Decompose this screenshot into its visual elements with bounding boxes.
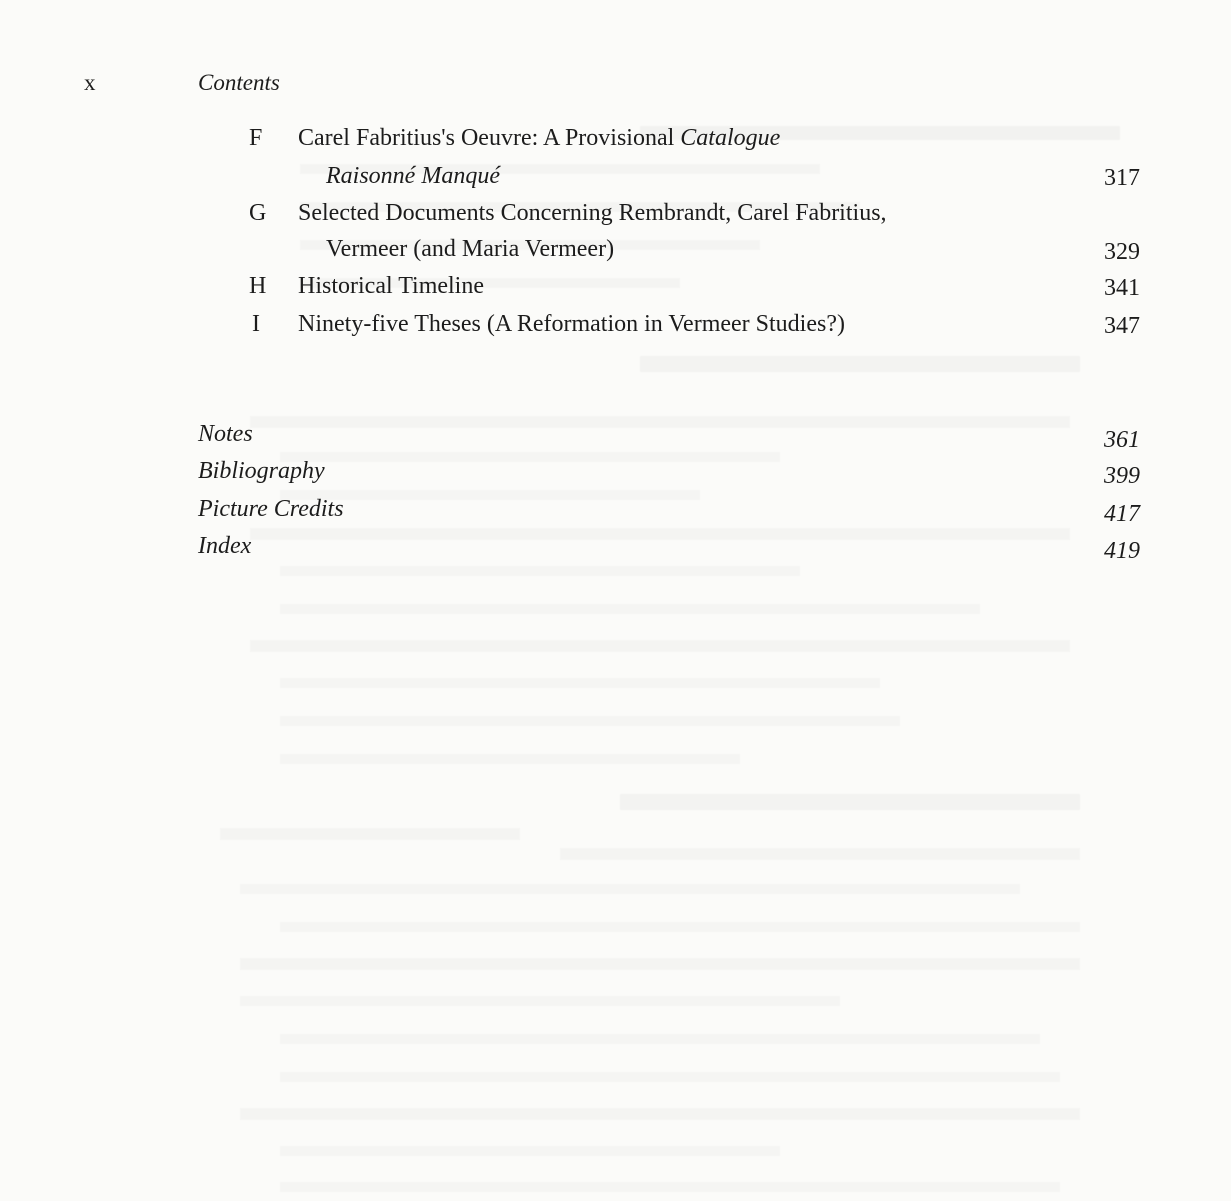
appendix-g-page: 329	[1104, 239, 1140, 265]
appendix-letter-i: I	[252, 311, 260, 337]
appendix-f-title-line2: Raisonné Manqué	[326, 163, 500, 189]
page-folio: x	[84, 70, 96, 95]
appendix-h-page: 341	[1104, 275, 1140, 301]
appendix-f-title-line1	[298, 124, 780, 152]
appendix-f-title-prefix: Carel Fabritius's Oeuvre: A Provisional	[298, 125, 681, 151]
appendix-i-title: Ninety-five Theses (A Reformation in Vermeer Studies?)	[298, 311, 845, 337]
appendix-letter-h: H	[249, 273, 267, 299]
back-matter-notes: Notes	[198, 421, 253, 447]
appendix-g-title-line1: Selected Documents Concerning Rembrandt, Carel Fabritius,	[298, 200, 887, 226]
appendix-h-title: Historical Timeline	[298, 273, 484, 299]
back-matter-notes-page: 361	[1104, 427, 1140, 453]
back-matter-index: Index	[198, 533, 252, 559]
appendix-f-page: 317	[1104, 165, 1140, 191]
back-matter-index-page: 419	[1104, 538, 1140, 564]
appendix-f-title-italic: Catalogue	[680, 125, 781, 151]
back-matter-bibliography: Bibliography	[198, 458, 325, 484]
back-matter-picture-credits: Picture Credits	[198, 496, 344, 522]
appendix-letter-f: F	[249, 125, 263, 151]
running-head: Contents	[198, 70, 280, 95]
appendix-i-page: 347	[1104, 313, 1140, 339]
appendix-g-title-line2: Vermeer (and Maria Vermeer)	[326, 236, 615, 262]
back-matter-picture-credits-page: 417	[1104, 501, 1140, 527]
back-matter-bibliography-page: 399	[1104, 463, 1140, 489]
appendix-letter-g: G	[249, 200, 267, 226]
